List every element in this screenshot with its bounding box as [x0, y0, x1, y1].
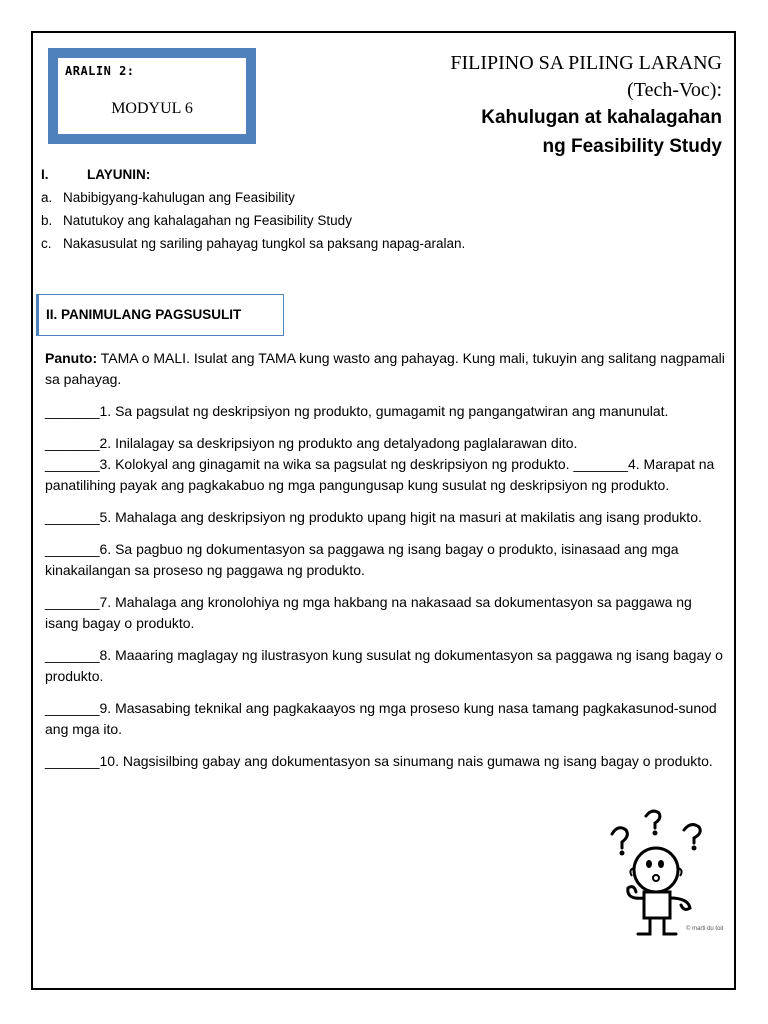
confused-cartoon-icon [598, 806, 738, 946]
lesson-badge [48, 48, 256, 144]
document-title [450, 50, 722, 104]
objective-item [41, 232, 465, 255]
subtitle-line-1: Kahulugan at kahalagahan [481, 107, 722, 128]
subtitle-line-2: ng Feasibility Study [542, 136, 722, 157]
objective-text: Nakasusulat ng sariling pahayag tungkol sa paksang napag-aralan. [63, 236, 466, 251]
instructions-label: Panuto: [45, 350, 98, 366]
lesson-badge-inner [58, 58, 246, 134]
quiz-item-9: _______9. Masasabing teknikal ang pagkakaayos ng mga proseso kung nasa tamang pagkakasunod-sunod ang mga ito. [45, 700, 717, 737]
section-number: I. [41, 167, 49, 182]
objective-text: Natutukoy ang kahalagahan ng Feasibility Study [63, 213, 352, 228]
objective-letter: b. [41, 213, 53, 228]
objective-item [41, 186, 465, 209]
objective-letter: a. [41, 190, 53, 205]
quiz-item-6: _______6. Sa pagbuo ng dokumentasyon sa paggawa ng isang bagay o produkto, isinasaad ang mga kinakailangan sa proseso ng paggawa ng produkto. [45, 541, 679, 578]
aralin-label: ARALIN 2: [65, 64, 135, 78]
objective-item [41, 209, 465, 232]
quiz-item-7: _______7. Mahalaga ang kronolohiya ng mga hakbang na nakasaad sa dokumentasyon sa paggawa ng isang bagay o produkto. [45, 594, 692, 631]
document-subtitle [481, 103, 722, 161]
quiz-item-8: _______8. Maaaring maglagay ng ilustrasyon kung susulat ng dokumentasyon sa paggawa ng isang bagay o produkto. [45, 647, 723, 684]
pretest-body [45, 348, 725, 783]
pretest-heading: II. PANIMULANG PAGSUSULIT [46, 307, 242, 322]
modyul-label: MODYUL 6 [111, 100, 193, 117]
quiz-item-5: _______5. Mahalaga ang deskripsiyon ng produkto upang higit na masuri at makilatis ang isang produkto. [45, 509, 702, 525]
illustration-watermark: © marti du toit [686, 926, 724, 932]
title-line-1: FILIPINO SA PILING LARANG [450, 52, 722, 74]
objectives-section [41, 164, 465, 255]
objectives-heading [41, 164, 465, 186]
section-heading: LAYUNIN: [87, 167, 151, 182]
objective-text: Nabibigyang-kahulugan ang Feasibility [63, 190, 295, 205]
quiz-item-10: _______10. Nagsisilbing gabay ang dokumentasyon sa sinumang nais gumawa ng isang bagay o produkto. [45, 753, 713, 769]
quiz-item-3-4: _______3. Kolokyal ang ginagamit na wika sa pagsulat ng deskripsiyon ng produkto. _______4. Marapat na panatilihing payak ang pagkakabuo ng mga pangungusap kung susulat ng deskripsiyon ng produkto. [45, 456, 715, 493]
title-line-2: (Tech-Voc): [627, 79, 722, 101]
objective-letter: c. [41, 236, 52, 251]
quiz-item-1: _______1. Sa pagsulat ng deskripsiyon ng produkto, gumagamit ng pangangatwiran ang manunulat. [45, 403, 669, 419]
instructions-text: TAMA o MALI. Isulat ang TAMA kung wasto ang pahayag. Kung mali, tukuyin ang salitang nagpamali sa pahayag. [45, 350, 725, 387]
pretest-heading-box [36, 294, 284, 336]
quiz-item-2: _______2. Inilalagay sa deskripsiyon ng produkto ang detalyadong paglalarawan dito. [45, 435, 578, 451]
instructions [45, 348, 725, 390]
